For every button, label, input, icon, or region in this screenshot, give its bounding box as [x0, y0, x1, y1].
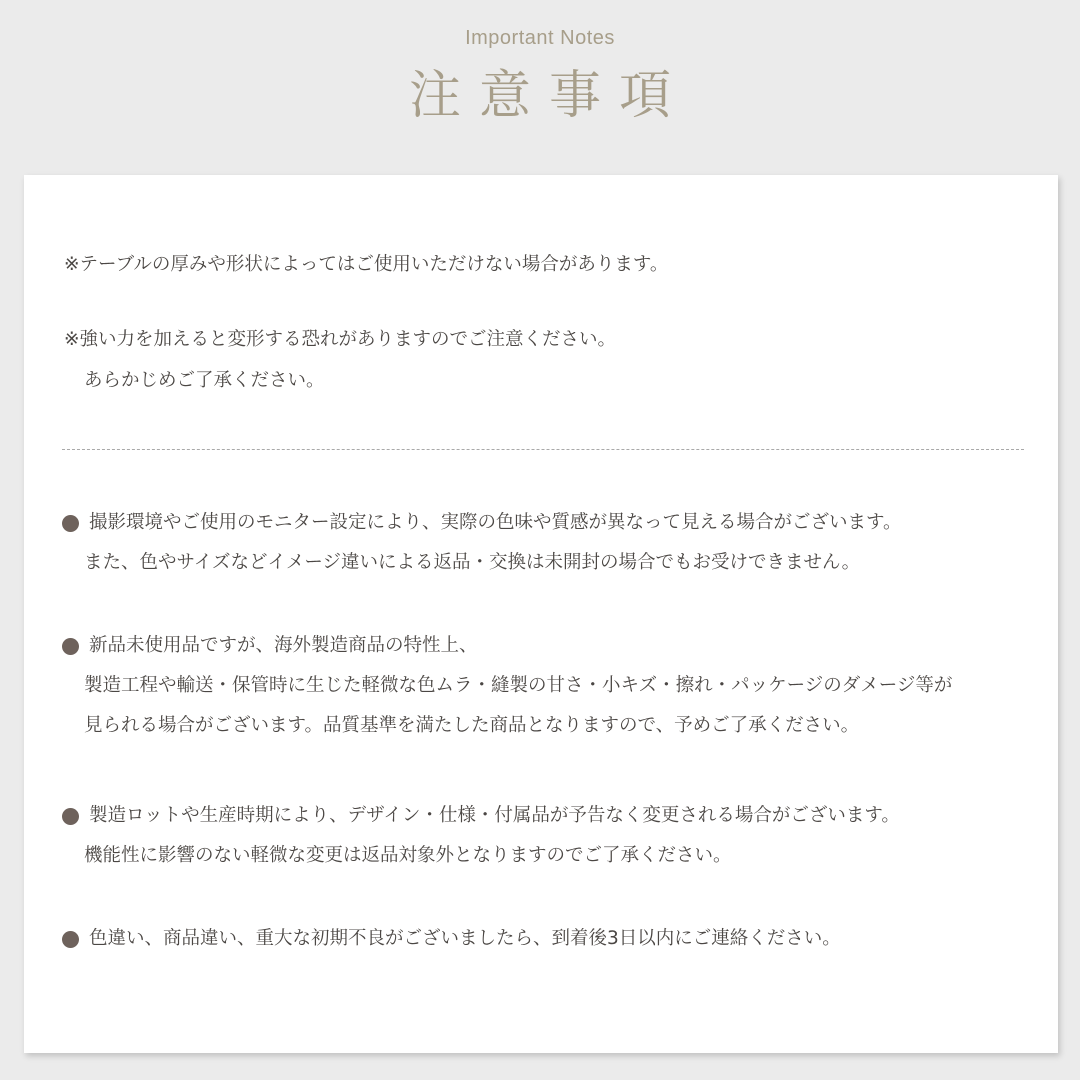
list-item-color-difference [62, 510, 902, 536]
list-item-text: 撮影環境やご使用のモニター設定により、実際の色味や質感が異なって見える場合がございます。 [89, 512, 902, 533]
note-table-thickness: ※テーブルの厚みや形状によってはご使用いただけない場合があります。 [64, 254, 669, 275]
note-deformation: ※強い力を加えると変形する恐れがありますのでご注意ください。 [64, 329, 617, 350]
notes-card [24, 175, 1058, 1053]
list-item-contact [62, 926, 841, 952]
list-item-text: 新品未使用品ですが、海外製造商品の特性上、 [89, 635, 478, 656]
bullet-icon [62, 638, 79, 655]
page-subtitle: Important Notes [465, 27, 615, 49]
bullet-icon [62, 931, 79, 948]
list-item-text: 色違い、商品違い、重大な初期不良がございましたら、到着後3日以内にご連絡ください。 [89, 928, 841, 949]
list-item-quality [62, 633, 478, 659]
page-title: 注意事項 [408, 66, 689, 126]
bullet-icon [62, 808, 79, 825]
bullet-icon [62, 515, 79, 532]
list-item-text-continued: 見られる場合がございます。品質基準を満たした商品となりますので、予めご了承ください。 [84, 715, 860, 736]
dashed-divider [62, 449, 1024, 450]
note-deformation-continued: あらかじめご了承ください。 [84, 370, 325, 391]
list-item-text-continued: 機能性に影響のない軽微な変更は返品対象外となりますのでご了承ください。 [84, 845, 732, 866]
list-item-design-change [62, 803, 900, 829]
list-item-text: 製造ロットや生産時期により、デザイン・仕様・付属品が予告なく変更される場合がございます。 [89, 805, 900, 826]
list-item-text-continued: また、色やサイズなどイメージ違いによる返品・交換は未開封の場合でもお受けできません。 [84, 552, 861, 573]
list-item-text-continued: 製造工程や輸送・保管時に生じた軽微な色ムラ・縫製の甘さ・小キズ・擦れ・パッケージのダメージ等が [84, 675, 953, 696]
